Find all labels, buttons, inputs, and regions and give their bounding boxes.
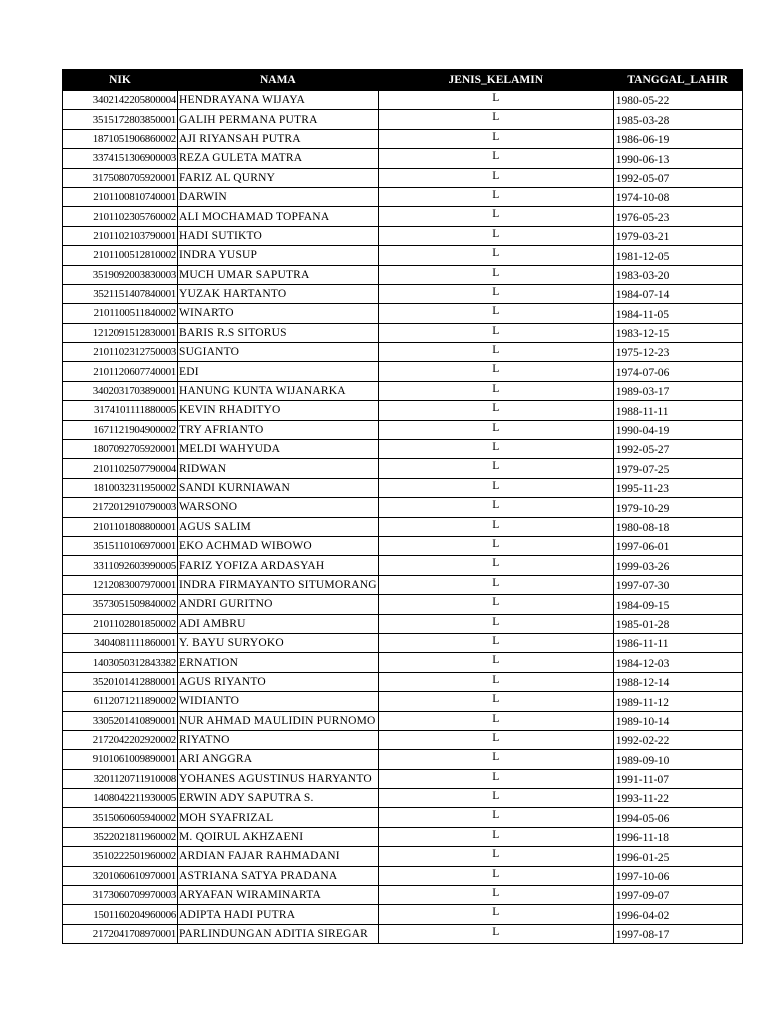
- cell-nik: 2101120607740001: [63, 362, 178, 381]
- table-row: [63, 847, 743, 866]
- table-row: [63, 692, 743, 711]
- cell-nik: 3521151407840001: [63, 284, 178, 303]
- cell-tanggal-lahir: 1986-06-19: [613, 129, 742, 148]
- cell-jenis-kelamin: L: [378, 91, 613, 110]
- table-row: [63, 478, 743, 497]
- cell-tanggal-lahir: 1996-01-25: [613, 847, 742, 866]
- cell-nik: 1671121904900002: [63, 420, 178, 439]
- cell-tanggal-lahir: 1986-11-11: [613, 633, 742, 652]
- cell-nik: 3519092003830003: [63, 265, 178, 284]
- cell-tanggal-lahir: 1997-06-01: [613, 536, 742, 555]
- table-row: [63, 711, 743, 730]
- cell-jenis-kelamin: L: [378, 343, 613, 362]
- cell-nama: EKO ACHMAD WIBOWO: [178, 536, 379, 555]
- cell-nik: 2172041708970001: [63, 924, 178, 943]
- table-row: [63, 459, 743, 478]
- cell-nik: 2101100810740001: [63, 187, 178, 206]
- cell-jenis-kelamin: L: [378, 362, 613, 381]
- table-row: [63, 168, 743, 187]
- cell-tanggal-lahir: 1984-11-05: [613, 304, 742, 323]
- cell-nama: Y. BAYU SURYOKO: [178, 633, 379, 652]
- cell-nama: HENDRAYANA WIJAYA: [178, 91, 379, 110]
- cell-nik: 1501160204960006: [63, 905, 178, 924]
- cell-nama: TRY AFRIANTO: [178, 420, 379, 439]
- cell-nama: PARLINDUNGAN ADITIA SIREGAR: [178, 924, 379, 943]
- cell-nik: 3175080705920001: [63, 168, 178, 187]
- cell-nik: 2101100511840002: [63, 304, 178, 323]
- table-row: [63, 905, 743, 924]
- cell-tanggal-lahir: 1990-06-13: [613, 149, 742, 168]
- cell-jenis-kelamin: L: [378, 498, 613, 517]
- table-row: [63, 323, 743, 342]
- header-nik: NIK: [63, 70, 178, 91]
- cell-nama: YOHANES AGUSTINUS HARYANTO: [178, 769, 379, 788]
- cell-nik: 2101100512810002: [63, 246, 178, 265]
- cell-nik: 1810032311950002: [63, 478, 178, 497]
- cell-jenis-kelamin: L: [378, 633, 613, 652]
- cell-tanggal-lahir: 1985-01-28: [613, 614, 742, 633]
- cell-nama: FARIZ YOFIZA ARDASYAH: [178, 556, 379, 575]
- cell-tanggal-lahir: 1996-04-02: [613, 905, 742, 924]
- cell-nama: WARSONO: [178, 498, 379, 517]
- cell-nama: GALIH PERMANA PUTRA: [178, 110, 379, 129]
- cell-jenis-kelamin: L: [378, 401, 613, 420]
- table-row: [63, 769, 743, 788]
- cell-nama: NUR AHMAD MAULIDIN PURNOMO: [178, 711, 379, 730]
- table-row: [63, 343, 743, 362]
- cell-nik: 2101102305760002: [63, 207, 178, 226]
- cell-jenis-kelamin: L: [378, 265, 613, 284]
- cell-nik: 3311092603990005: [63, 556, 178, 575]
- cell-jenis-kelamin: L: [378, 886, 613, 905]
- cell-nama: BARIS R.S SITORUS: [178, 323, 379, 342]
- cell-tanggal-lahir: 1992-05-07: [613, 168, 742, 187]
- cell-jenis-kelamin: L: [378, 827, 613, 846]
- cell-nik: 3573051509840002: [63, 595, 178, 614]
- cell-tanggal-lahir: 1983-12-15: [613, 323, 742, 342]
- cell-jenis-kelamin: L: [378, 769, 613, 788]
- data-table: [62, 69, 743, 944]
- cell-nik: 3201060610970001: [63, 866, 178, 885]
- cell-jenis-kelamin: L: [378, 789, 613, 808]
- cell-nama: ERWIN ADY SAPUTRA S.: [178, 789, 379, 808]
- table-row: [63, 730, 743, 749]
- cell-jenis-kelamin: L: [378, 284, 613, 303]
- table-row: [63, 129, 743, 148]
- cell-nama: ARI ANGGRA: [178, 750, 379, 769]
- cell-nik: 3174101111880005: [63, 401, 178, 420]
- cell-jenis-kelamin: L: [378, 711, 613, 730]
- cell-nik: 3522021811960002: [63, 827, 178, 846]
- cell-nama: ARYAFAN WIRAMINARTA: [178, 886, 379, 905]
- cell-nama: KEVIN RHADITYO: [178, 401, 379, 420]
- cell-jenis-kelamin: L: [378, 478, 613, 497]
- cell-nama: INDRA YUSUP: [178, 246, 379, 265]
- table-row: [63, 207, 743, 226]
- cell-tanggal-lahir: 1997-09-07: [613, 886, 742, 905]
- cell-jenis-kelamin: L: [378, 168, 613, 187]
- cell-tanggal-lahir: 1992-05-27: [613, 440, 742, 459]
- table-row: [63, 420, 743, 439]
- cell-tanggal-lahir: 1997-08-17: [613, 924, 742, 943]
- cell-tanggal-lahir: 1979-03-21: [613, 226, 742, 245]
- cell-tanggal-lahir: 1988-11-11: [613, 401, 742, 420]
- cell-nik: 3520101412880001: [63, 672, 178, 691]
- cell-nama: M. QOIRUL AKHZAENI: [178, 827, 379, 846]
- cell-nik: 6112071211890002: [63, 692, 178, 711]
- cell-nik: 9101061009890001: [63, 750, 178, 769]
- table-row: [63, 517, 743, 536]
- table-row: [63, 924, 743, 943]
- cell-jenis-kelamin: L: [378, 207, 613, 226]
- cell-nama: INDRA FIRMAYANTO SITUMORANG: [178, 575, 379, 594]
- cell-tanggal-lahir: 1976-05-23: [613, 207, 742, 226]
- cell-nik: 1408042211930005: [63, 789, 178, 808]
- table-row: [63, 304, 743, 323]
- cell-nik: 2101102103790001: [63, 226, 178, 245]
- cell-nik: 1212083007970001: [63, 575, 178, 594]
- cell-jenis-kelamin: L: [378, 866, 613, 885]
- table-row: [63, 827, 743, 846]
- table-row: [63, 284, 743, 303]
- cell-nik: 1403050312843382: [63, 653, 178, 672]
- cell-nama: MUCH UMAR SAPUTRA: [178, 265, 379, 284]
- table-row: [63, 381, 743, 400]
- table-row: [63, 498, 743, 517]
- table-row: [63, 265, 743, 284]
- cell-nik: 1807092705920001: [63, 440, 178, 459]
- cell-jenis-kelamin: L: [378, 924, 613, 943]
- cell-nik: 2101102312750003: [63, 343, 178, 362]
- cell-jenis-kelamin: L: [378, 517, 613, 536]
- cell-nik: 2101102507790004: [63, 459, 178, 478]
- cell-tanggal-lahir: 1997-10-06: [613, 866, 742, 885]
- cell-tanggal-lahir: 1995-11-23: [613, 478, 742, 497]
- cell-nama: RIYATNO: [178, 730, 379, 749]
- cell-jenis-kelamin: L: [378, 595, 613, 614]
- cell-nik: 3515110106970001: [63, 536, 178, 555]
- cell-tanggal-lahir: 1984-09-15: [613, 595, 742, 614]
- cell-tanggal-lahir: 1989-09-10: [613, 750, 742, 769]
- table-row: [63, 808, 743, 827]
- cell-jenis-kelamin: L: [378, 730, 613, 749]
- cell-nik: 2172012910790003: [63, 498, 178, 517]
- cell-nama: SUGIANTO: [178, 343, 379, 362]
- cell-jenis-kelamin: L: [378, 575, 613, 594]
- cell-jenis-kelamin: L: [378, 614, 613, 633]
- cell-nama: ADI AMBRU: [178, 614, 379, 633]
- table-row: [63, 595, 743, 614]
- cell-nik: 3510222501960002: [63, 847, 178, 866]
- cell-jenis-kelamin: L: [378, 187, 613, 206]
- cell-jenis-kelamin: L: [378, 129, 613, 148]
- cell-nama: HADI SUTIKTO: [178, 226, 379, 245]
- cell-tanggal-lahir: 1980-05-22: [613, 91, 742, 110]
- header-tanggal-lahir: TANGGAL_LAHIR: [613, 70, 742, 91]
- cell-nama: ADIPTA HADI PUTRA: [178, 905, 379, 924]
- cell-tanggal-lahir: 1989-03-17: [613, 381, 742, 400]
- cell-nik: 3515060605940002: [63, 808, 178, 827]
- table-row: [63, 866, 743, 885]
- cell-jenis-kelamin: L: [378, 110, 613, 129]
- header-row: [63, 70, 743, 91]
- table-row: [63, 401, 743, 420]
- cell-nama: WIDIANTO: [178, 692, 379, 711]
- table-row: [63, 653, 743, 672]
- cell-nik: 2172042202920002: [63, 730, 178, 749]
- cell-tanggal-lahir: 1981-12-05: [613, 246, 742, 265]
- cell-tanggal-lahir: 1990-04-19: [613, 420, 742, 439]
- cell-jenis-kelamin: L: [378, 536, 613, 555]
- cell-jenis-kelamin: L: [378, 750, 613, 769]
- cell-jenis-kelamin: L: [378, 808, 613, 827]
- table-row: [63, 886, 743, 905]
- cell-nik: 3404081111860001: [63, 633, 178, 652]
- cell-nik: 1212091512830001: [63, 323, 178, 342]
- cell-nama: RIDWAN: [178, 459, 379, 478]
- cell-tanggal-lahir: 1989-11-12: [613, 692, 742, 711]
- table-row: [63, 633, 743, 652]
- cell-jenis-kelamin: L: [378, 440, 613, 459]
- cell-tanggal-lahir: 1975-12-23: [613, 343, 742, 362]
- cell-nik: 1871051906860002: [63, 129, 178, 148]
- cell-tanggal-lahir: 1999-03-26: [613, 556, 742, 575]
- cell-tanggal-lahir: 1985-03-28: [613, 110, 742, 129]
- cell-nik: 2101101808800001: [63, 517, 178, 536]
- table-body: [63, 91, 743, 944]
- cell-nik: 2101102801850002: [63, 614, 178, 633]
- table-row: [63, 246, 743, 265]
- header-nama: NAMA: [178, 70, 379, 91]
- cell-nik: 3374151306900003: [63, 149, 178, 168]
- cell-jenis-kelamin: L: [378, 459, 613, 478]
- cell-tanggal-lahir: 1994-05-06: [613, 808, 742, 827]
- cell-tanggal-lahir: 1979-07-25: [613, 459, 742, 478]
- cell-tanggal-lahir: 1984-07-14: [613, 284, 742, 303]
- cell-nama: MELDI WAHYUDA: [178, 440, 379, 459]
- cell-tanggal-lahir: 1979-10-29: [613, 498, 742, 517]
- table-row: [63, 575, 743, 594]
- cell-nik: 3201120711910008: [63, 769, 178, 788]
- cell-jenis-kelamin: L: [378, 304, 613, 323]
- cell-tanggal-lahir: 1974-07-06: [613, 362, 742, 381]
- cell-jenis-kelamin: L: [378, 556, 613, 575]
- table-row: [63, 556, 743, 575]
- cell-tanggal-lahir: 1991-11-07: [613, 769, 742, 788]
- cell-tanggal-lahir: 1993-11-22: [613, 789, 742, 808]
- cell-nama: SANDI KURNIAWAN: [178, 478, 379, 497]
- table-header: [63, 70, 743, 91]
- cell-tanggal-lahir: 1984-12-03: [613, 653, 742, 672]
- cell-nama: AJI RIYANSAH PUTRA: [178, 129, 379, 148]
- cell-tanggal-lahir: 1996-11-18: [613, 827, 742, 846]
- cell-jenis-kelamin: L: [378, 381, 613, 400]
- cell-nik: 3402031703890001: [63, 381, 178, 400]
- cell-jenis-kelamin: L: [378, 653, 613, 672]
- cell-tanggal-lahir: 1997-07-30: [613, 575, 742, 594]
- cell-nama: ANDRI GURITNO: [178, 595, 379, 614]
- header-jenis-kelamin: JENIS_KELAMIN: [378, 70, 613, 91]
- cell-nama: WINARTO: [178, 304, 379, 323]
- cell-nama: YUZAK HARTANTO: [178, 284, 379, 303]
- cell-tanggal-lahir: 1980-08-18: [613, 517, 742, 536]
- cell-nik: 3305201410890001: [63, 711, 178, 730]
- cell-tanggal-lahir: 1983-03-20: [613, 265, 742, 284]
- table-row: [63, 672, 743, 691]
- table-row: [63, 110, 743, 129]
- cell-nama: FARIZ AL QURNY: [178, 168, 379, 187]
- cell-nama: DARWIN: [178, 187, 379, 206]
- cell-nama: ERNATION: [178, 653, 379, 672]
- cell-jenis-kelamin: L: [378, 847, 613, 866]
- cell-jenis-kelamin: L: [378, 692, 613, 711]
- cell-jenis-kelamin: L: [378, 226, 613, 245]
- table-row: [63, 187, 743, 206]
- cell-jenis-kelamin: L: [378, 246, 613, 265]
- table-row: [63, 362, 743, 381]
- cell-tanggal-lahir: 1988-12-14: [613, 672, 742, 691]
- table-row: [63, 614, 743, 633]
- cell-jenis-kelamin: L: [378, 672, 613, 691]
- cell-nik: 3173060709970003: [63, 886, 178, 905]
- cell-nik: 3402142205800004: [63, 91, 178, 110]
- cell-nama: AGUS SALIM: [178, 517, 379, 536]
- cell-jenis-kelamin: L: [378, 323, 613, 342]
- cell-nama: REZA GULETA MATRA: [178, 149, 379, 168]
- cell-jenis-kelamin: L: [378, 420, 613, 439]
- table-row: [63, 149, 743, 168]
- table-row: [63, 440, 743, 459]
- cell-nama: ALI MOCHAMAD TOPFANA: [178, 207, 379, 226]
- cell-jenis-kelamin: L: [378, 905, 613, 924]
- cell-nama: MOH SYAFRIZAL: [178, 808, 379, 827]
- cell-nama: ASTRIANA SATYA PRADANA: [178, 866, 379, 885]
- cell-nama: ARDIAN FAJAR RAHMADANI: [178, 847, 379, 866]
- cell-nama: HANUNG KUNTA WIJANARKA: [178, 381, 379, 400]
- table-row: [63, 789, 743, 808]
- cell-jenis-kelamin: L: [378, 149, 613, 168]
- cell-tanggal-lahir: 1974-10-08: [613, 187, 742, 206]
- cell-tanggal-lahir: 1992-02-22: [613, 730, 742, 749]
- table-row: [63, 750, 743, 769]
- cell-nik: 3515172803850001: [63, 110, 178, 129]
- cell-tanggal-lahir: 1989-10-14: [613, 711, 742, 730]
- table-row: [63, 91, 743, 110]
- cell-nama: EDI: [178, 362, 379, 381]
- cell-nama: AGUS RIYANTO: [178, 672, 379, 691]
- table-row: [63, 226, 743, 245]
- table-row: [63, 536, 743, 555]
